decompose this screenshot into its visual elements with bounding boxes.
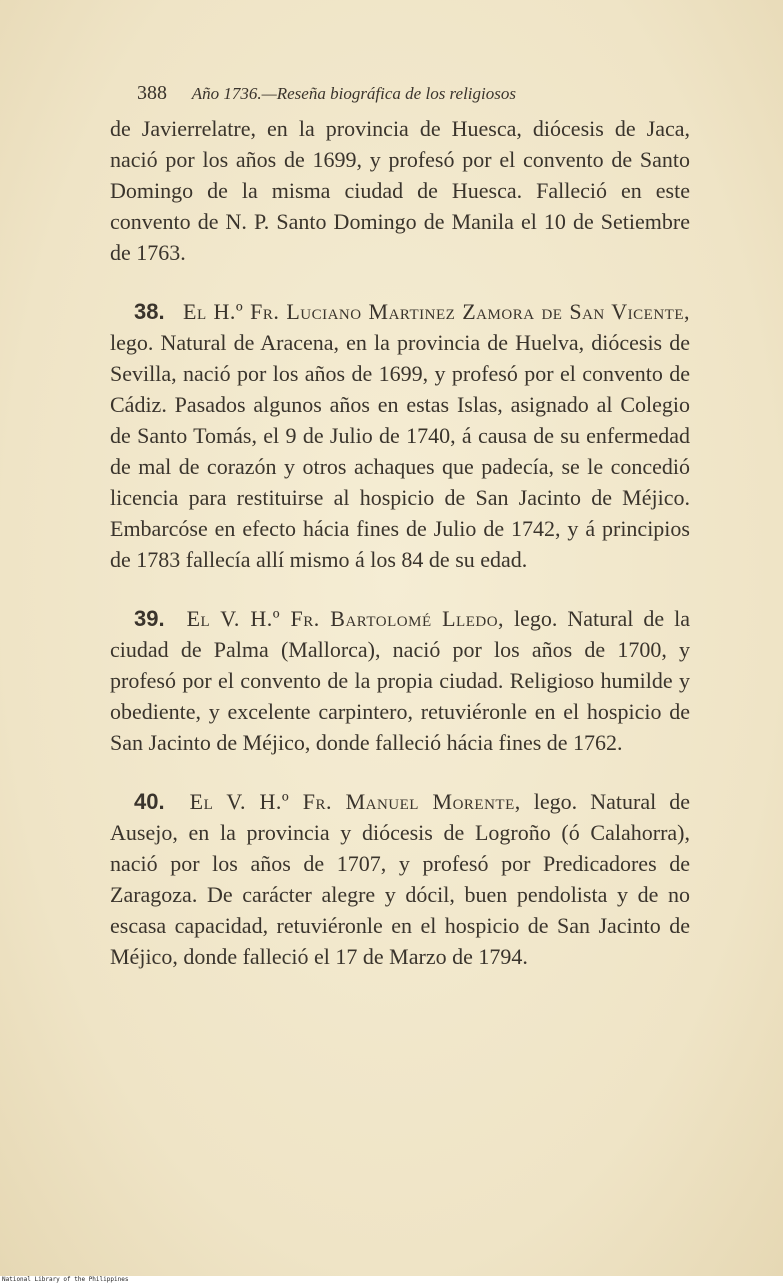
entry-40: [110, 786, 690, 972]
continuation-paragraph: de Javierrelatre, en la provincia de Huesca, diócesis de Jaca, nació por los años de 1699, y profesó por el convento de Santo Domingo de la misma ciudad de Huesca. Falleció en este convento de N. P. Santo Domingo de Manila el 10 de Setiembre de 1763.: [110, 116, 690, 265]
entry-text: lego. Natural de Aracena, en la provincia de Huelva, diócesis de Sevilla, nació por los años de 1699, y profesó por el convento de Cádiz. Pasados algunos años en estas Islas, asignado al Colegio de Santo Tomás, el 9 de Julio de 1740, á causa de su enfermedad de mal de corazón y otros achaques que padecía, se le concedió licencia para restituirse al hospicio de San Jacinto de Méjico. Embarcóse en efecto hácia fines de Julio de 1742, y á principios de 1783 fallecía allí mismo á los 84 de su edad.: [110, 330, 690, 572]
entry-number: 39.: [134, 606, 165, 631]
entry-text: lego. Natural de Ausejo, en la provincia y diócesis de Logroño (ó Calahorra), nació por los años de 1707, y profesó por Predicadores de Zaragoza. De carácter alegre y dócil, buen pendolista y de no escasa capacidad, retuviéronle en el hospicio de San Jacinto de Méjico, donde falleció el 17 de Marzo de 1794.: [110, 789, 691, 969]
page-number: 388: [137, 82, 167, 104]
page-body: [110, 113, 690, 972]
running-title: Año 1736.—Reseña biográfica de los religiosos: [191, 84, 516, 103]
library-credit: National Library of the Philippines: [2, 1276, 129, 1283]
entry-38: [110, 296, 690, 575]
entry-number: 40.: [134, 789, 165, 814]
entry-title: El H.º Fr. Luciano Martinez Zamora de San Vicente,: [183, 299, 690, 324]
entry-text: lego. Natural de la ciudad de Palma (Mallorca), nació por los años de 1700, y profesó por el convento de la propia ciudad. Religioso humilde y obediente, y excelente carpintero, retuviéronle en el hospicio de San Jacinto de Méjico, donde falleció hácia fines de 1762.: [110, 606, 690, 755]
entry-number: 38.: [134, 299, 165, 324]
entry-title: El V. H.º Fr. Bartolomé Lledo,: [186, 606, 505, 631]
page-header: [137, 82, 617, 110]
entry-39: [110, 603, 690, 758]
entry-title: El V. H.º Fr. Manuel Morente,: [189, 789, 521, 814]
